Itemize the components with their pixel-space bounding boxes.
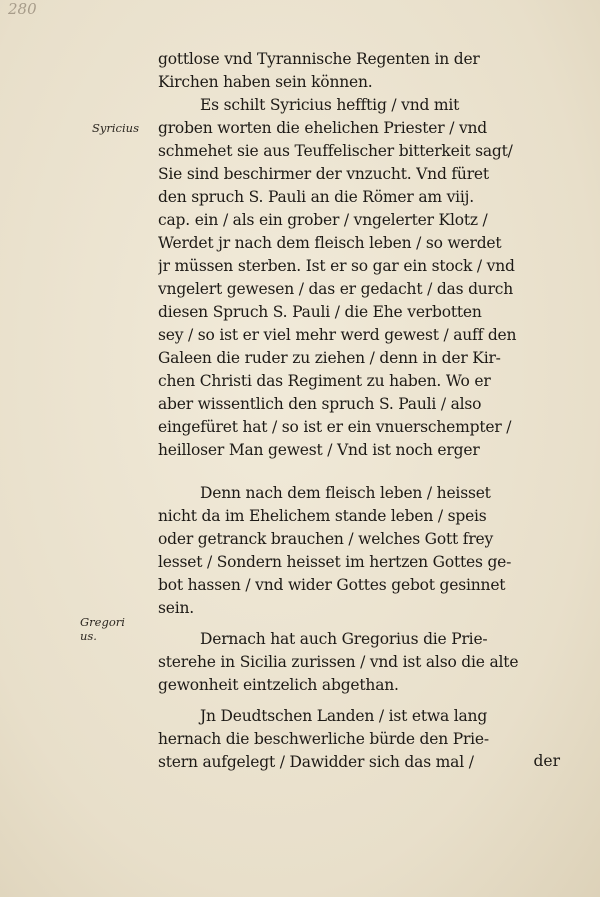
text-line: oder getranck brauchen / welches Gott frey <box>158 530 494 548</box>
margin-note-syricius: Syricius <box>92 121 139 135</box>
text-line: nicht da im Ehelichem stande leben / speis <box>158 507 487 525</box>
text-line: cap. ein / als ein grober / vngelerter Klotz / <box>158 211 488 229</box>
text-line: Galeen die ruder zu ziehen / denn in der Kir- <box>158 349 501 367</box>
text-line: jr müssen sterben. Ist er so gar ein stock / vnd <box>158 257 515 275</box>
text-line: chen Christi das Regiment zu haben. Wo er <box>158 372 491 390</box>
text-line: Jn Deudtschen Landen / ist etwa lang <box>200 707 488 725</box>
text-line: gewonheit eintzelich abgethan. <box>158 676 399 694</box>
text-line: sein. <box>158 599 194 617</box>
text-line: den spruch S. Pauli an die Römer am viij. <box>158 188 474 206</box>
text-line: stern aufgelegt / Dawidder sich das mal / <box>158 753 474 771</box>
body-text <box>158 48 576 774</box>
page-number: 280 <box>8 0 37 18</box>
text-line: Dernach hat auch Gregorius die Prie- <box>200 630 488 648</box>
margin-note-gregorius <box>80 615 125 643</box>
margin-note-gregorius-line: us. <box>80 629 97 643</box>
text-line: Kirchen haben sein können. <box>158 73 373 91</box>
paragraph-gap <box>158 697 576 705</box>
text-line: groben worten die ehelichen Priester / vnd <box>158 119 488 137</box>
text-line: aber wissentlich den spruch S. Pauli / also <box>158 395 482 413</box>
text-line: Sie sind beschirmer der vnzucht. Vnd füret <box>158 165 489 183</box>
margin-note-gregorius-line: Gregori <box>80 615 125 629</box>
catchword: der <box>533 752 560 770</box>
text-line: Denn nach dem fleisch leben / heisset <box>200 484 491 502</box>
text-line: schmehet sie aus Teuffelischer bitterkeit sagt/ <box>158 142 513 160</box>
paragraph-gap <box>158 620 576 628</box>
paragraph-gap <box>158 462 576 482</box>
text-line: gottlose vnd Tyrannische Regenten in der <box>158 50 480 68</box>
text-line: heilloser Man gewest / Vnd ist noch erger <box>158 441 480 459</box>
text-line: Werdet jr nach dem fleisch leben / so werdet <box>158 234 502 252</box>
text-line: Es schilt Syricius hefftig / vnd mit <box>200 96 460 114</box>
text-line: hernach die beschwerliche bürde den Prie- <box>158 730 489 748</box>
text-line: vngelert gewesen / das er gedacht / das durch <box>158 280 514 298</box>
text-line: diesen Spruch S. Pauli / die Ehe verbotten <box>158 303 482 321</box>
text-line: sterehe in Sicilia zurissen / vnd ist also die alte <box>158 653 519 671</box>
text-line: eingefüret hat / so ist er ein vnuerschempter / <box>158 418 512 436</box>
text-line: bot hassen / vnd wider Gottes gebot gesinnet <box>158 576 506 594</box>
text-line: sey / so ist er viel mehr werd gewest / auff den <box>158 326 517 344</box>
text-line: lesset / Sondern heisset im hertzen Gottes ge- <box>158 553 512 571</box>
